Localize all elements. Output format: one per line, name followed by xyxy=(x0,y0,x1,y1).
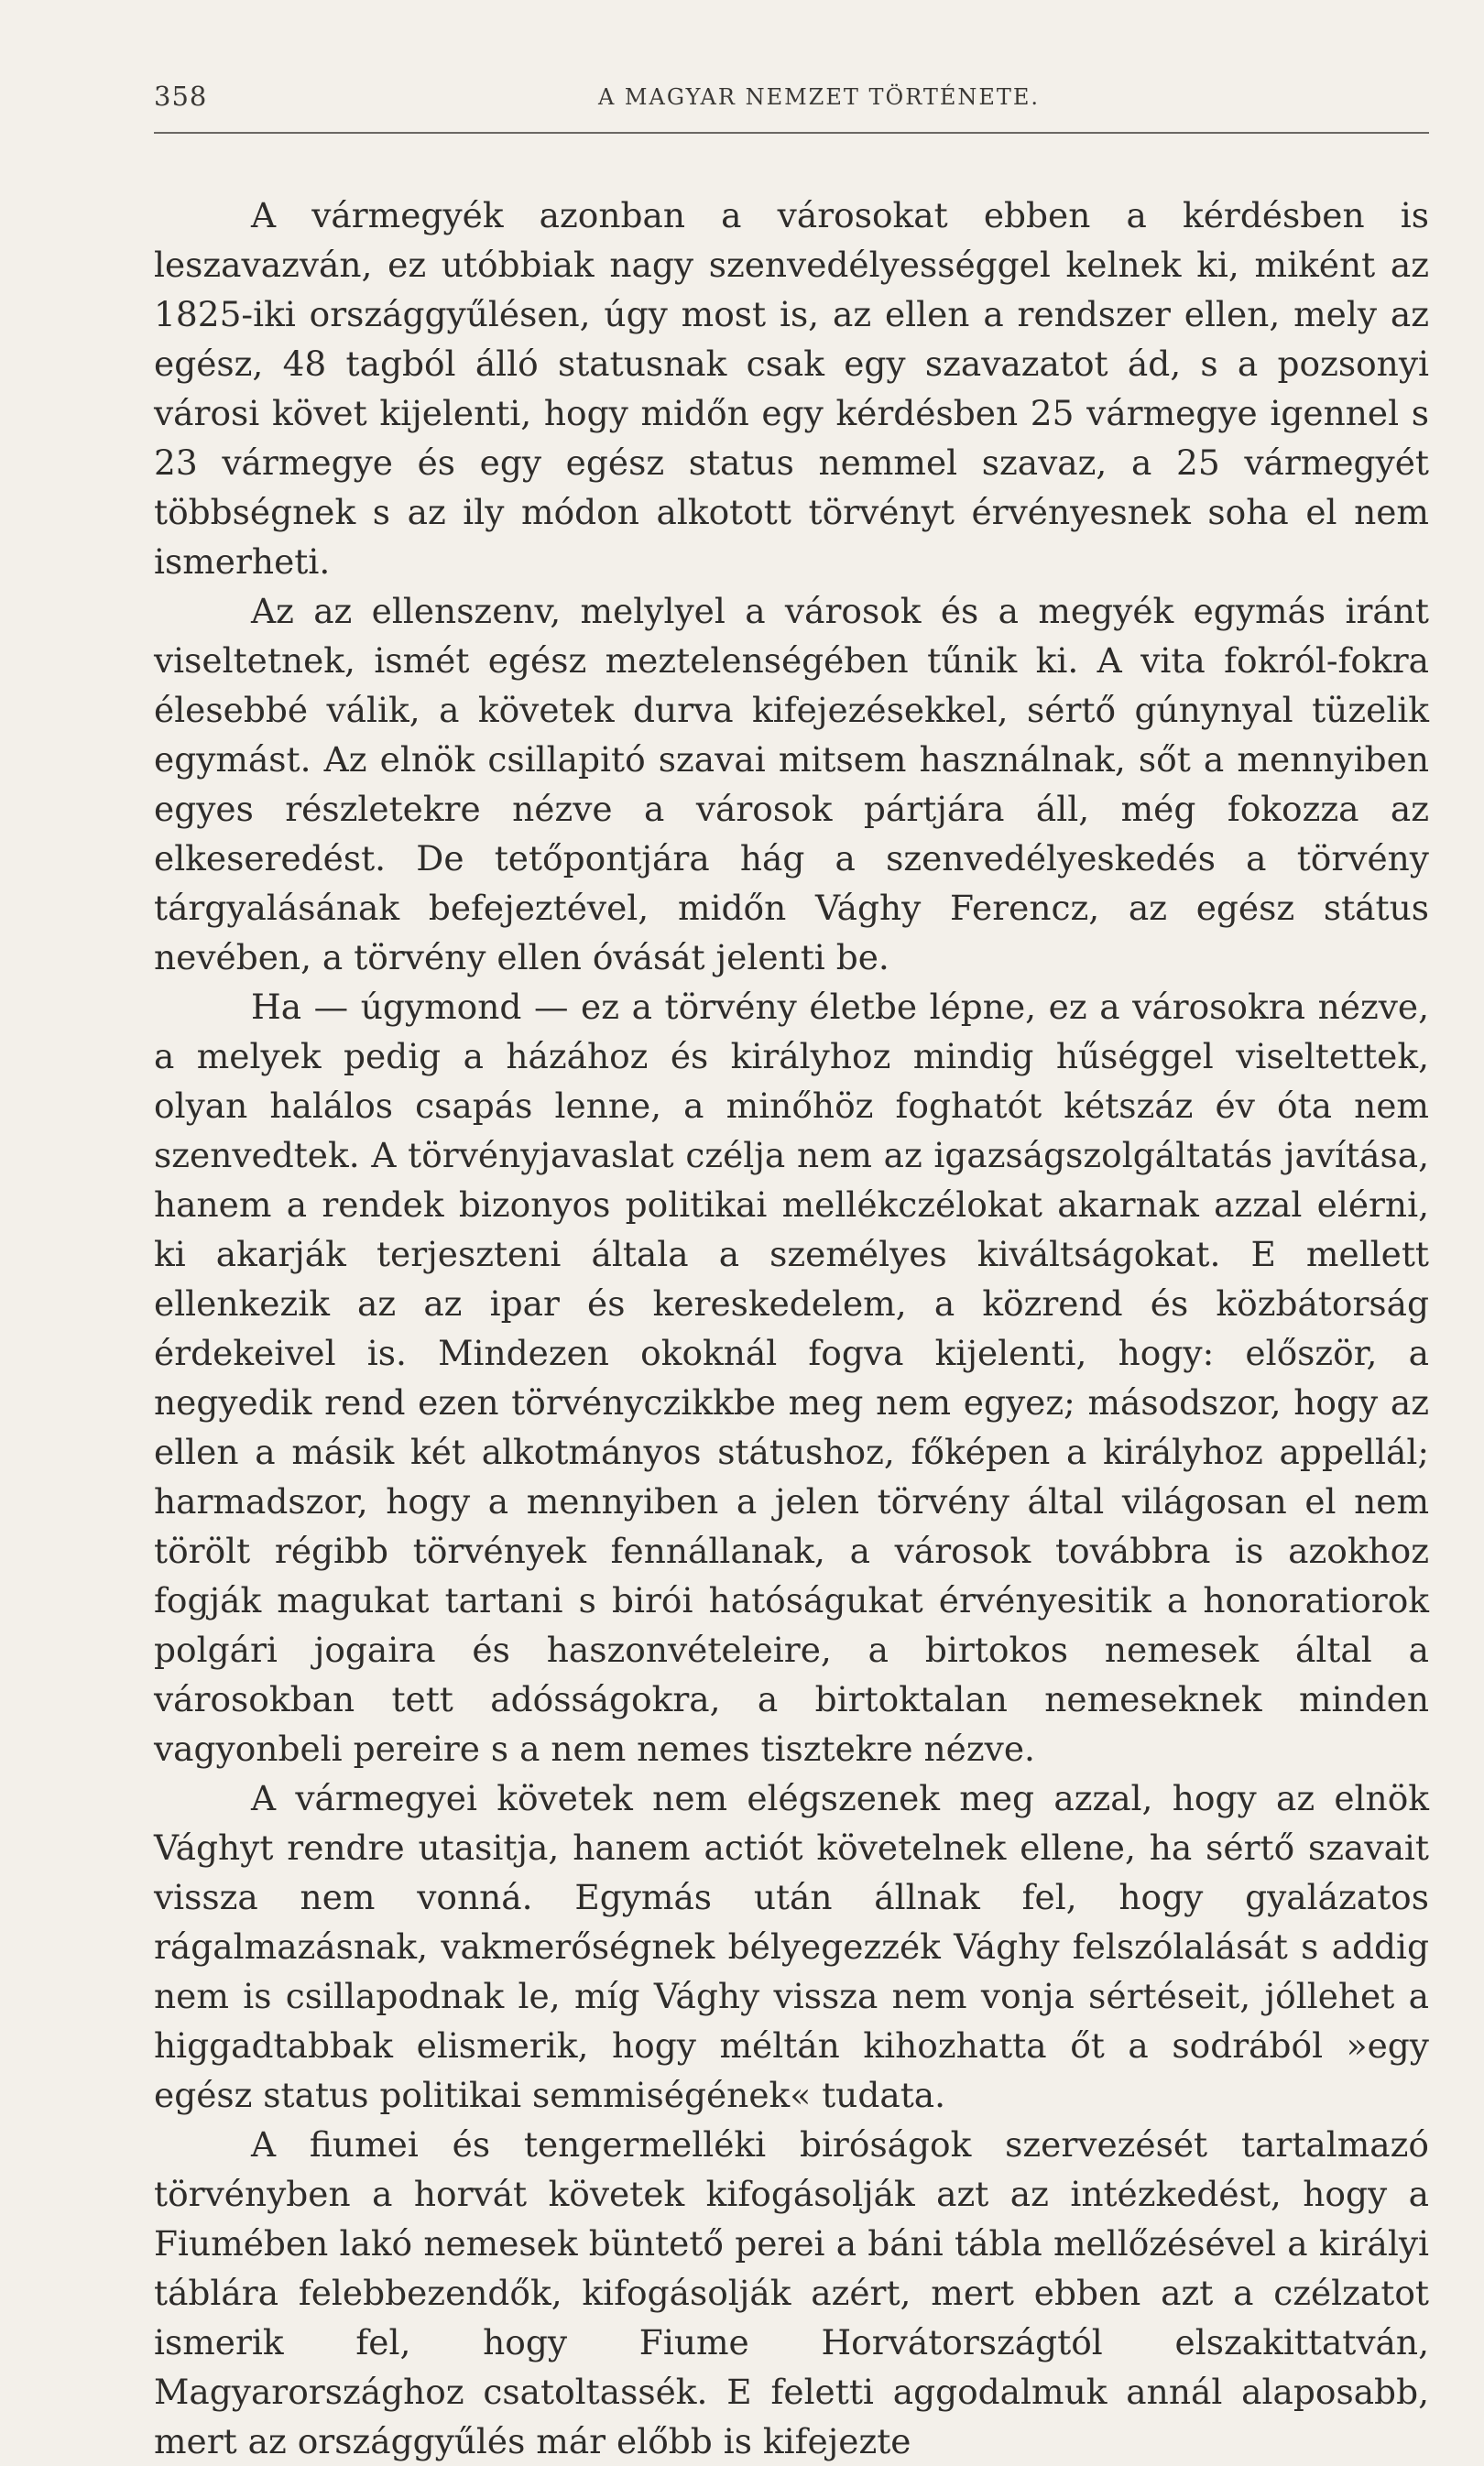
paragraph-5: A fiumei és tengermelléki biróságok szervezését tartalmazó törvényben a horvát követek kifogásolják azt az intézkedést, hogy a Fiumében lakó nemesek büntető perei a báni tábla mellőzésével a királyi táblára felebbezendők, kifogásolják azért, mert ebben azt a czélzatot ismerik fel, hogy Fiume Horvátországtól elszakittatván, Magyarországhoz csatoltassék. E feletti aggodalmuk annál alaposabb, mert az országgyűlés már előbb is kifejezte xyxy=(154,2124,1429,2461)
page-number: 358 xyxy=(154,81,208,112)
paragraph-3: Ha — úgymond — ez a törvény életbe lépne, ez a városokra nézve, a melyek pedig a házához és királyhoz mindig hűséggel viseltettek, olyan halálos csapás lenne, a minőhöz foghatót kétszáz év óta nem szenvedtek. A törvényjavaslat czélja nem az igazságszolgáltatás javítása, hanem a rendek bizonyos politikai mellékczélokat akarnak azzal elérni, ki akarják terjeszteni általa a személyes kiváltságokat. E mellett ellenkezik az az ipar és kereskedelem, a közrend és közbátorság érdekeivel is. Mindezen okoknál fogva kijelenti, hogy: először, a negyedik rend ezen törvényczikkbe meg nem egyez; másodszor, hogy az ellen a másik két alkotmányos státushoz, főképen a királyhoz appellál; harmadszor, hogy a mennyiben a jelen törvény által világosan el nem törölt régibb törvények fennállanak, a városok továbbra is azokhoz fogják magukat tartani s birói hatóságukat érvényesitik a honoratiorok polgári jogaira és haszonvételeire, a birtokos nemesek által a városokban tett adósságokra, a birtoktalan nemeseknek minden vagyonbeli pereire s a nem nemes tisztekre nézve. xyxy=(154,987,1429,1769)
body-text xyxy=(154,191,1429,2466)
running-title: A MAGYAR NEMZET TÖRTÉNETE. xyxy=(597,84,1041,110)
page-header xyxy=(154,81,1429,128)
header-rule xyxy=(154,132,1429,134)
paragraph-4: A vármegyei követek nem elégszenek meg azzal, hogy az elnök Vághyt rendre utasitja, hanem actiót követelnek ellene, ha sértő szavait vissza nem vonná. Egymás után állnak fel, hogy gyalázatos rágalmazásnak, vakmerőségnek bélyegezzék Vághy felszólalását s addig nem is csillapodnak le, míg Vághy vissza nem vonja sértéseit, jóllehet a higgadtabbak elismerik, hogy méltán kihozhatta őt a sodrából »egy egész status politikai semmiségének« tudata. xyxy=(154,1778,1429,2115)
paragraph-2: Az az ellenszenv, melylyel a városok és a megyék egymás iránt viseltetnek, ismét egész meztelenségében tűnik ki. A vita fokról-fokra élesebbé válik, a követek durva kifejezésekkel, sértő gúnynyal tüzelik egymást. Az elnök csillapitó szavai mitsem használnak, sőt a mennyiben egyes részletekre nézve a városok pártjára áll, még fokozza az elkeseredést. De tetőpontjára hág a szenvedélyeskedés a törvény tárgyalásának befejeztével, midőn Vághy Ferencz, az egész státus nevében, a törvény ellen óvását jelenti be. xyxy=(154,591,1429,977)
paragraph-1: A vármegyék azonban a városokat ebben a kérdésben is leszavazván, ez utóbbiak nagy szenvedélyességgel kelnek ki, miként az 1825-iki országgyűlésen, úgy most is, az ellen a rendszer ellen, mely az egész, 48 tagból álló statusnak csak egy szavazatot ád, s a pozsonyi városi követ kijelenti, hogy midőn egy kérdésben 25 vármegye igennel s 23 vármegye és egy egész status nemmel szavaz, a 25 vármegyét többségnek s az ily módon alkotott törvényt érvényesnek soha el nem ismerheti. xyxy=(154,195,1429,582)
